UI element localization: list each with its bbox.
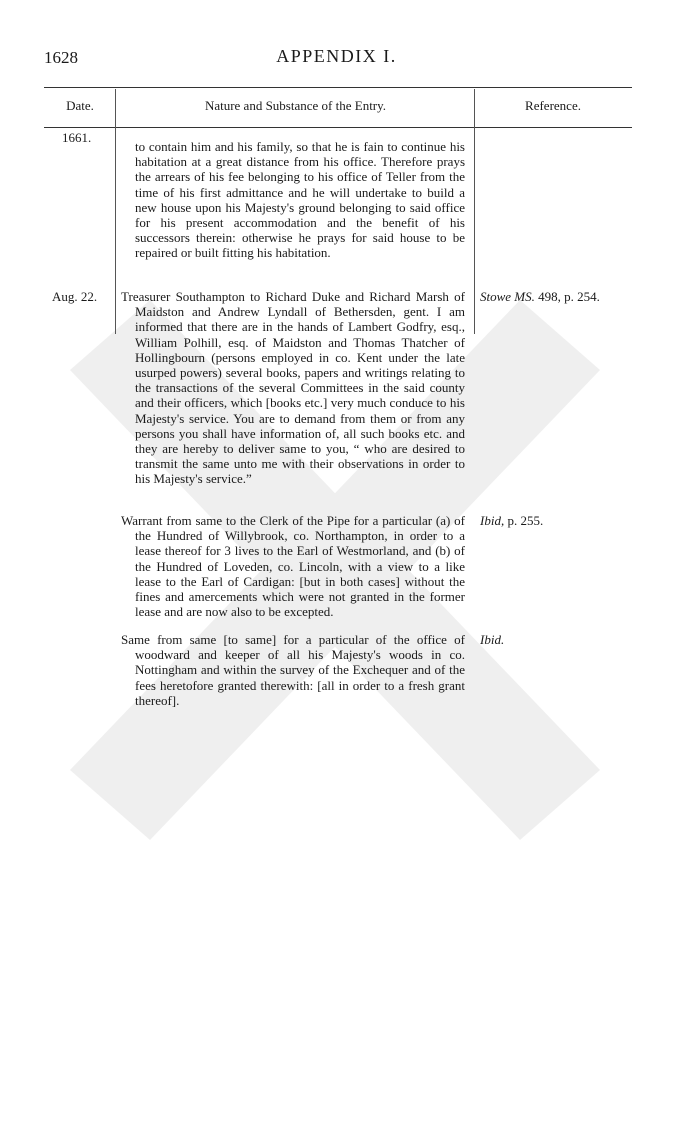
column-header-date: Date. — [66, 98, 94, 113]
entry-text: to contain him and his family, so that he is fain to continue his habitation at a great distance from his office. Therefore prays the arrears of his fee belonging to his office of Teller from the time of his first admittance and he will undertake to build a new house upon his Majesty's ground belonging to said office for his present accommodation and the benefit of his successors therein: otherwise he prays for said house to be repaired or built fitting his habitation. — [135, 139, 465, 261]
entry-warrant-clerk-pipe — [121, 513, 465, 619]
entry-text: Warrant from same to the Clerk of the Pipe for a particular (a) of the Hundred of Willybrook, co. Northampton, in order to a lease thereof for 3 lives to the Earl of Westmorland, and (b) of the Hundred of Loveden, co. Lincoln, with a view to a like lease to the Earl of Cardigan: [but in both cases] without the fines and amercements which were not granted in the former lease and are now also to be excepted. — [121, 513, 465, 620]
entry-reference — [480, 289, 600, 305]
column-divider-left — [115, 89, 116, 334]
entry-text: Treasurer Southampton to Richard Duke and Richard Marsh of Maidston and Andrew Lyndall of Bethersden, gent. I am informed that there are in the hands of Lambert Godfry, esq., William Polhill, esq. of Maidston and Thomas Thatcher of Hollingbourn (persons employed in co. Kent under the late usurped powers) several books, papers and writings relating to the transactions of the several Committees in the said county and their officers, which [books etc.] very much conduce to his Majesty's service. You are to demand from them or from any persons you shall have information of, all such books etc. and they are hereby to deliver same to you, “ who are desired to transmit the same unto me with their observations in order to his Majesty's service.” — [121, 289, 465, 487]
reference-location: 498, p. 254. — [534, 289, 600, 304]
reference-source: Ibid. — [480, 632, 505, 647]
reference-source: Stowe MS. — [480, 289, 535, 304]
entry-date: Aug. 22. — [52, 289, 98, 304]
entry-continuation — [135, 139, 465, 261]
year-label: 1661. — [62, 130, 92, 145]
entry-reference — [480, 632, 504, 648]
page-number: 1628 — [44, 48, 78, 67]
entry-text: Same from same [to same] for a particular of the office of woodward and keeper of all his Majesty's woods in co. Nottingham and within the survey of the Exchequer and of the fees heretofore granted therewith: [all in order to a fresh grant thereof]. — [121, 632, 465, 708]
column-divider-right — [474, 89, 475, 334]
header-bottom-rule — [44, 127, 632, 128]
reference-location: p. 255. — [504, 513, 544, 528]
entry-woodward-office — [121, 632, 465, 708]
column-header-reference: Reference. — [525, 98, 581, 113]
column-header-entry: Nature and Substance of the Entry. — [204, 98, 387, 113]
entry-southampton-books — [121, 289, 465, 487]
header-top-rule — [44, 87, 632, 88]
reference-source: Ibid, — [480, 513, 505, 528]
entry-reference — [480, 513, 543, 529]
running-title: APPENDIX I. — [276, 46, 397, 66]
